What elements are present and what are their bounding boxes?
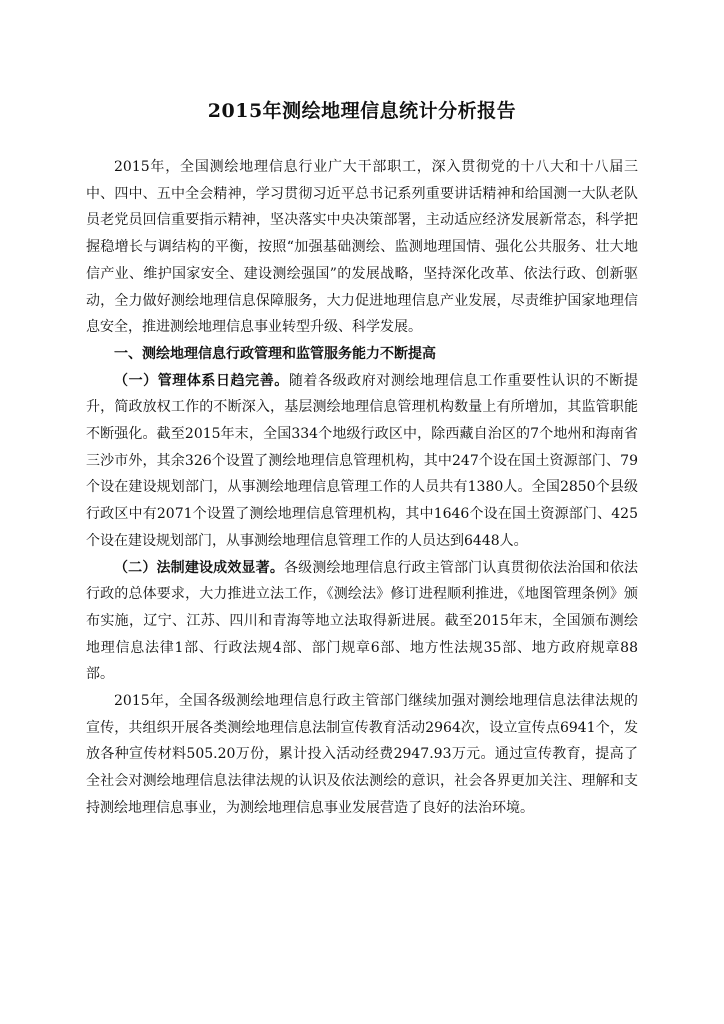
subsection-lead-management: （一）管理体系日趋完善。: [114, 372, 289, 389]
section-heading: 一、测绘地理信息行政管理和监管服务能力不断提高: [114, 345, 436, 362]
subsection-paragraph-legal: [86, 555, 638, 689]
subsection-text-management: 随着各级政府对测绘地理信息工作重要性认识的不断提升，简政放权工作的不断深入，基层测绘地理信息管理机构数量上有所增加，其监管职能不断强化。截至2015年末，全国334个地级行政区中，除西藏自治区的7个地州和海南省三沙市外，其余326个设置了测绘地理信息管理机构，其中247个设在国土资源部门、79个设在建设规划部门，从事测绘地理信息管理工作的人员共有1380人。全国2850个县级行政区中有2071个设置了测绘地理信息管理机构，其中1646个设在国土资源部门、425个设在建设规划部门，从事测绘地理信息管理工作的人员达到6448人。: [86, 372, 639, 549]
intro-paragraph: 2015年，全国测绘地理信息行业广大干部职工，深入贯彻党的十八大和十八届三中、四中、五中全会精神，学习贯彻习近平总书记系列重要讲话精神和给国测一大队老队员老党员回信重要指示精神，坚决落实中央决策部署，主动适应经济发展新常态，科学把握稳增长与调结构的平衡，按照“加强基础测绘、监测地理国情、强化公共服务、壮大地信产业、维护国家安全、建设测绘强国”的发展战略，坚持深化改革、依法行政、创新驱动，全力做好测绘地理信息保障服务，大力促进地理信息产业发展，尽责维护国家地理信息安全，推进测绘地理信息事业转型升级、科学发展。: [86, 159, 638, 336]
subsection-text-legal: 各级测绘地理信息行政主管部门认真贯彻依法治国和依法行政的总体要求，大力推进立法工作，《测绘法》修订进程顺利推进，《地图管理条例》颁布实施，辽宁、江苏、四川和青海等地立法取得新进展。截至2015年末，全国颁布测绘地理信息法律1部、行政法规4部、部门规章6部、地方性法规35部、地方政府规章88部。: [86, 559, 638, 683]
publicity-paragraph: 2015年，全国各级测绘地理信息行政主管部门继续加强对测绘地理信息法律法规的宣传，共组织开展各类测绘地理信息法制宣传教育活动2964次，设立宣传点6941个，发放各种宣传材料505.20万份，累计投入活动经费2947.93万元。通过宣传教育，提高了全社会对测绘地理信息法律法规的认识及依法测绘的意识，社会各界更加关注、理解和支持测绘地理信息事业，为测绘地理信息事业发展营造了良好的法治环境。: [86, 693, 638, 816]
subsection-lead-legal: （二）法制建设成效显著。: [114, 559, 284, 576]
subsection-paragraph-management: [86, 368, 638, 555]
page-title: 2015年测绘地理信息统计分析报告: [207, 100, 517, 122]
document-body: [86, 154, 638, 822]
